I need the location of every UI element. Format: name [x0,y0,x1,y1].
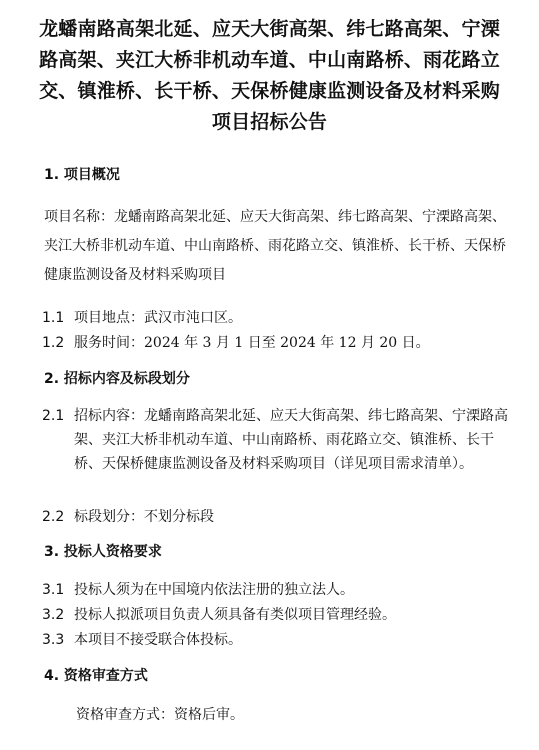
list-item [42,404,512,476]
section-heading: 3. 投标人资格要求 [44,544,162,560]
list-item [42,506,512,529]
item-text: 投标人拟派项目负责人须具备有类似项目管理经验。 [74,607,396,623]
section-heading: 2. 招标内容及标段划分 [44,371,190,387]
item-number: 1.1 [42,310,65,326]
item-text: 标段划分：不划分标段 [74,509,214,525]
item-number: 1.2 [42,335,65,351]
section-heading: 1. 项目概况 [44,167,120,183]
list-item [42,579,512,602]
list-item [42,629,512,652]
section-heading: 4. 资格审查方式 [44,668,148,684]
item-text: 本项目不接受联合体投标。 [74,632,242,648]
item-text: 项目地点：武汉市沌口区。 [74,310,242,326]
item-text: 投标人须为在中国境内依法注册的独立法人。 [74,582,354,598]
review-method-paragraph: 资格审查方式：资格后审。 [76,707,244,723]
item-number: 2.1 [42,408,65,424]
list-item [42,332,512,355]
item-number: 3.2 [42,607,65,623]
list-item [42,307,512,330]
item-number: 2.2 [42,509,65,525]
item-number: 3.1 [42,582,65,598]
document-title: 龙蟠南路高架北延、应天大街高架、纬七路高架、宁溧路高架、夹江大桥非机动车道、中山南路桥、雨花路立交、镇淮桥、长干桥、天保桥健康监测设备及材料采购项目招标公告 [39,18,500,133]
item-text: 服务时间：2024 年 3 月 1 日至 2024 年 12 月 20 日。 [74,335,430,351]
item-number: 3.3 [42,632,65,648]
item-text: 招标内容：龙蟠南路高架北延、应天大街高架、纬七路高架、宁溧路高架、夹江大桥非机动车道、中山南路桥、雨花路立交、镇淮桥、长干桥、天保桥健康监测设备及材料采购项目（详见项目需求清单）。 [74,408,508,472]
project-name-paragraph: 项目名称：龙蟠南路高架北延、应天大街高架、纬七路高架、宁溧路高架、夹江大桥非机动车道、中山南路桥、雨花路立交、镇淮桥、长干桥、天保桥健康监测设备及材料采购项目 [44,209,506,283]
list-item [42,604,512,627]
